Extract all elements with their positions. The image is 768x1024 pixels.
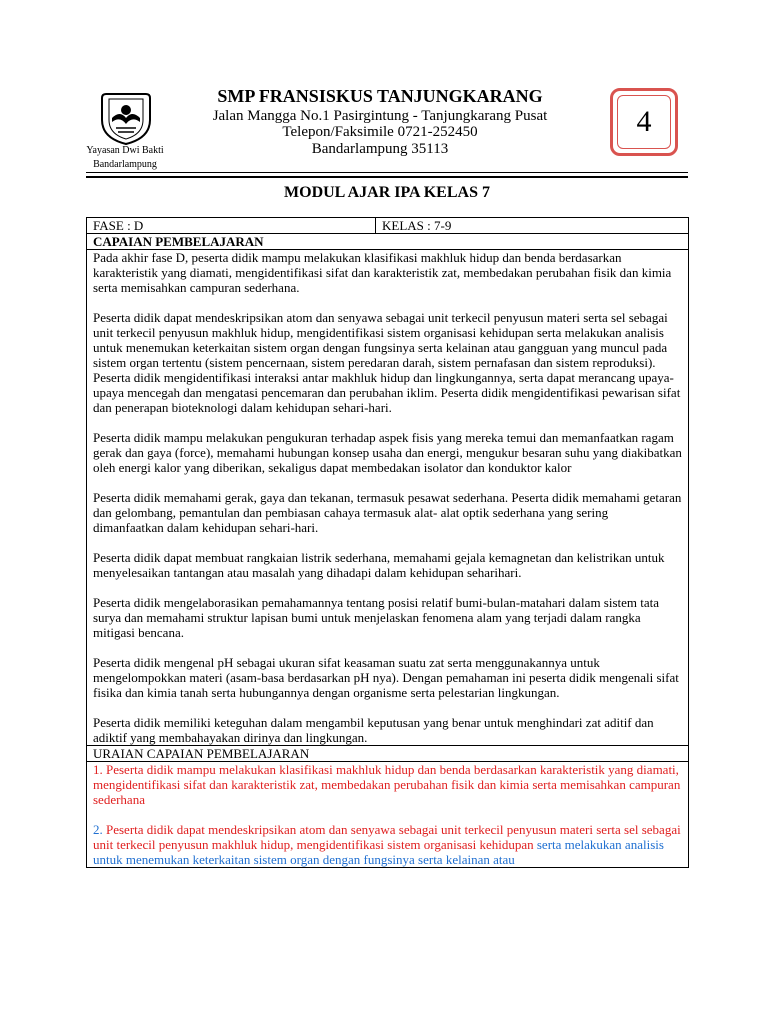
kelas-cell: KELAS : 7-9 [376,218,689,234]
school-crest-icon [100,90,152,146]
capaian-paragraph: Peserta didik dapat mendeskripsikan atom dan senyawa sebagai unit terkecil penyusun materi serta sel sebagai unit terkecil penyusun makhluk hidup, mengidentifikasi sistem organisasi kehidupan serta melakukan analisis untuk menemukan keterkaitan sistem organ dengan fungsinya serta kelainan atau gangguan yang muncul pada sistem organ tertentu (sistem pencernaan, sistem peredaran darah, sistem pernafasan dan sistem reproduksi). Peserta didik mengidentifikasi interaksi antar makhluk hidup dan lingkungannya, serta dapat merancang upaya-upaya mencegah dan mengatasi pencemaran dan perubahan iklim. Peserta didik mengidentifikasi pewarisan sifat dan penerapan bioteknologi dalam kehidupan sehari-hari. [93,310,681,415]
uraian-item-2-blue-text: serta melakukan analisis untuk menemukan keterkaitan sistem organ dengan fungsinya serta kelainan atau [93,837,664,867]
address-line1: Jalan Mangga No.1 Pasirgintung - Tanjungkarang Pusat [212,108,548,124]
header-rule-thick [86,176,688,178]
uraian-item-2-number: 2. [93,822,103,837]
capaian-paragraph: Peserta didik memahami gerak, gaya dan tekanan, termasuk pesawat sederhana. Peserta didik memahami getaran dan gelombang, pemantulan dan pembiasan cahaya termasuk alat- alat optik sederhana yang sering dimanfaatkan dalam kehidupan sehari-hari. [93,490,682,535]
header-rule-thin [86,172,688,173]
school-name: SMP FRANSISKUS TANJUNGKARANG [217,86,543,106]
uraian-item-2-red-text: Peserta didik dapat mendeskripsikan atom dan senyawa sebagai unit terkecil penyusun materi serta sel sebagai unit terkecil penyusun makhluk hidup, mengidentifikasi sistem organisasi kehidupan [93,822,681,852]
capaian-heading: CAPAIAN PEMBELAJARAN [87,234,689,250]
capaian-paragraph: Peserta didik memiliki keteguhan dalam mengambil keputusan yang benar untuk menghindari zat aditif dan adiktif yang membahayakan dirinya dan lingkungan. [93,715,654,745]
module-title: MODUL AJAR IPA KELAS 7 [284,184,490,201]
foundation-line1: Yayasan Dwi Bakti [86,145,164,156]
capaian-paragraph: Pada akhir fase D, peserta didik mampu melakukan klasifikasi makhluk hidup dan benda berdasarkan karakteristik yang diamati, mengidentifikasi sifat dan karakteristik zat, membedakan perubahan fisik dan kimia serta memisahkan campuran sederhana. [93,250,672,295]
table-row [87,746,689,762]
table-row [87,250,689,746]
uraian-item-2 [93,822,682,867]
capaian-paragraph: Peserta didik dapat membuat rangkaian listrik sederhana, memahami gejala kemagnetan dan kelistrikan untuk menyelesaikan tantangan atau masalah yang dihadapi dalam kehidupan seharihari. [93,550,665,580]
table-row [87,218,689,234]
fase-cell: FASE : D [87,218,376,234]
table-row [87,234,689,250]
address-line3: Bandarlampung 35113 [311,141,449,157]
document-header [0,0,768,200]
capaian-paragraph: Peserta didik mengelaborasikan pemahamannya tentang posisi relatif bumi-bulan-matahari dalam sistem tata surya dan memahami struktur lapisan bumi untuk menjelaskan fenomena alam yang terjadi dalam rangka mitigasi bencana. [93,595,660,640]
capaian-content [87,250,689,746]
uraian-item-1: 1. Peserta didik mampu melakukan klasifikasi makhluk hidup dan benda berdasarkan karakteristik yang diamati, mengidentifikasi sifat dan karakteristik zat, membedakan perubahan fisik dan kimia serta memisahkan campuran sederhana [93,762,681,807]
capaian-paragraph: Peserta didik mengenal pH sebagai ukuran sifat keasaman suatu zat serta menggunakannya untuk mengelompokkan materi (asam-basa berdasarkan pH nya). Dengan pemahaman ini peserta didik mengenali sifat fisika dan kimia tanah serta hubungannya dengan organisme serta pelestarian lingkungan. [93,655,679,700]
foundation-line2: Bandarlampung [93,159,157,170]
uraian-content [87,762,689,868]
table-row [87,762,689,868]
page-number-badge [610,88,678,156]
page-number: 4 [617,95,671,149]
uraian-heading: URAIAN CAPAIAN PEMBELAJARAN [87,746,689,762]
module-table [86,217,689,868]
address-line2: Telepon/Faksimile 0721-252450 [282,124,478,140]
capaian-paragraph: Peserta didik mampu melakukan pengukuran terhadap aspek fisis yang mereka temui dan memanfaatkan ragam gerak dan gaya (force), memahami hubungan konsep usaha dan energi, mengukur besaran suhu yang diakibatkan oleh energi kalor yang diberikan, sekaligus dapat membedakan isolator dan konduktor kalor [93,430,682,475]
